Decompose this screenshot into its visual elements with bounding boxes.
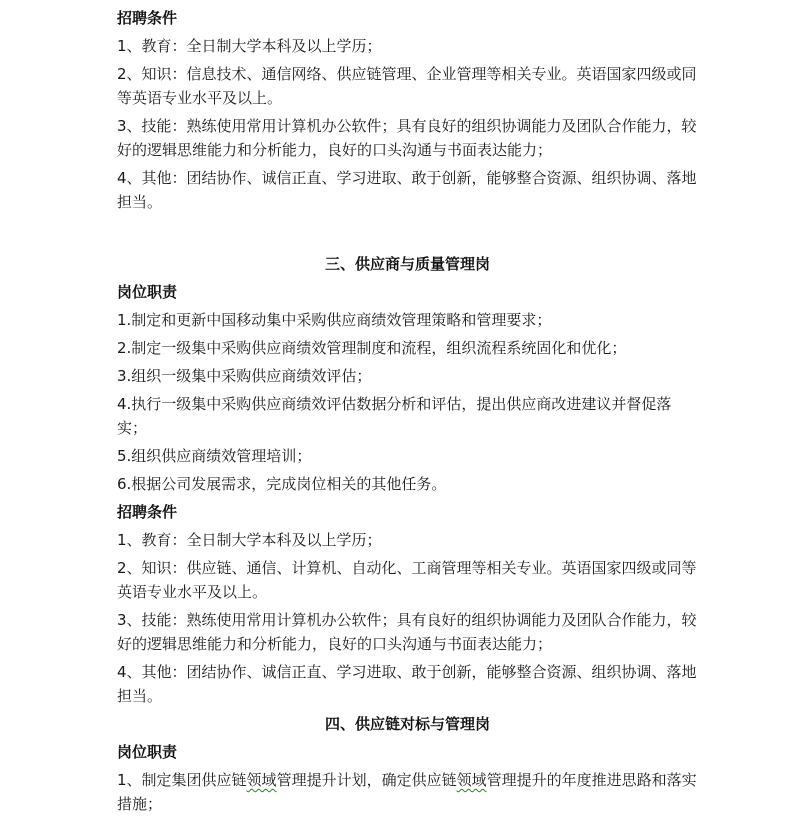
requirement-item: 3、技能：熟练使用常用计算机办公软件；具有良好的组织协调能力及团队合作能力，较好的逻辑思维能力和分析能力，良好的口头沟通与书面表达能力； <box>117 611 697 653</box>
requirement-item: 2、知识：信息技术、通信网络、供应链管理、企业管理等相关专业。英语国家四级或同等英语专业水平及以上。 <box>117 65 697 107</box>
requirements-heading: 招聘条件 <box>117 9 178 27</box>
duty-item <box>117 768 698 816</box>
duty-item: 2.制定一级集中采购供应商绩效管理制度和流程，组织流程系统固化和优化； <box>117 339 627 357</box>
duty-item: 3.组织一级集中采购供应商绩效评估； <box>117 367 372 385</box>
duty-text: 管理提升计划，确定供应链 <box>276 771 457 789</box>
requirement-item: 4、其他：团结协作、诚信正直、学习进取、敢于创新，能够整合资源、组织协调、落地担当。 <box>117 663 697 705</box>
duty-item: 5.组织供应商绩效管理培训； <box>117 447 312 465</box>
requirement-item: 4、其他：团结协作、诚信正直、学习进取、敢于创新，能够整合资源、组织协调、落地担当。 <box>117 169 697 211</box>
requirement-item: 3、技能：熟练使用常用计算机办公软件；具有良好的组织协调能力及团队合作能力，较好的逻辑思维能力和分析能力，良好的口头沟通与书面表达能力； <box>117 117 697 159</box>
requirement-item: 2、知识：供应链、通信、计算机、自动化、工商管理等相关专业。英语国家四级或同等英语专业水平及以上。 <box>117 559 697 601</box>
duty-item: 1.制定和更新中国移动集中采购供应商绩效管理策略和管理要求； <box>117 311 552 329</box>
duty-item: 6.根据公司发展需求，完成岗位相关的其他任务。 <box>117 475 447 493</box>
duty-item: 4.执行一级集中采购供应商绩效评估数据分析和评估，提出供应商改进建议并督促落实； <box>117 395 672 437</box>
requirement-item: 1、教育：全日制大学本科及以上学历； <box>117 531 382 549</box>
spacer <box>117 218 698 252</box>
duty-text: 管理提升的年度推进思路和落实措施； <box>117 771 697 813</box>
duties-heading: 岗位职责 <box>117 743 178 761</box>
duty-text: 1、制定集团供应链 <box>117 771 247 789</box>
spellcheck-marked-word: 领域 <box>456 771 487 789</box>
duties-heading: 岗位职责 <box>117 283 178 301</box>
section-title: 四、供应链对标与管理岗 <box>324 715 490 733</box>
section-title: 三、供应商与质量管理岗 <box>324 255 490 273</box>
spellcheck-marked-word: 领域 <box>246 771 277 789</box>
requirement-item: 1、教育：全日制大学本科及以上学历； <box>117 37 382 55</box>
requirements-heading: 招聘条件 <box>117 503 178 521</box>
